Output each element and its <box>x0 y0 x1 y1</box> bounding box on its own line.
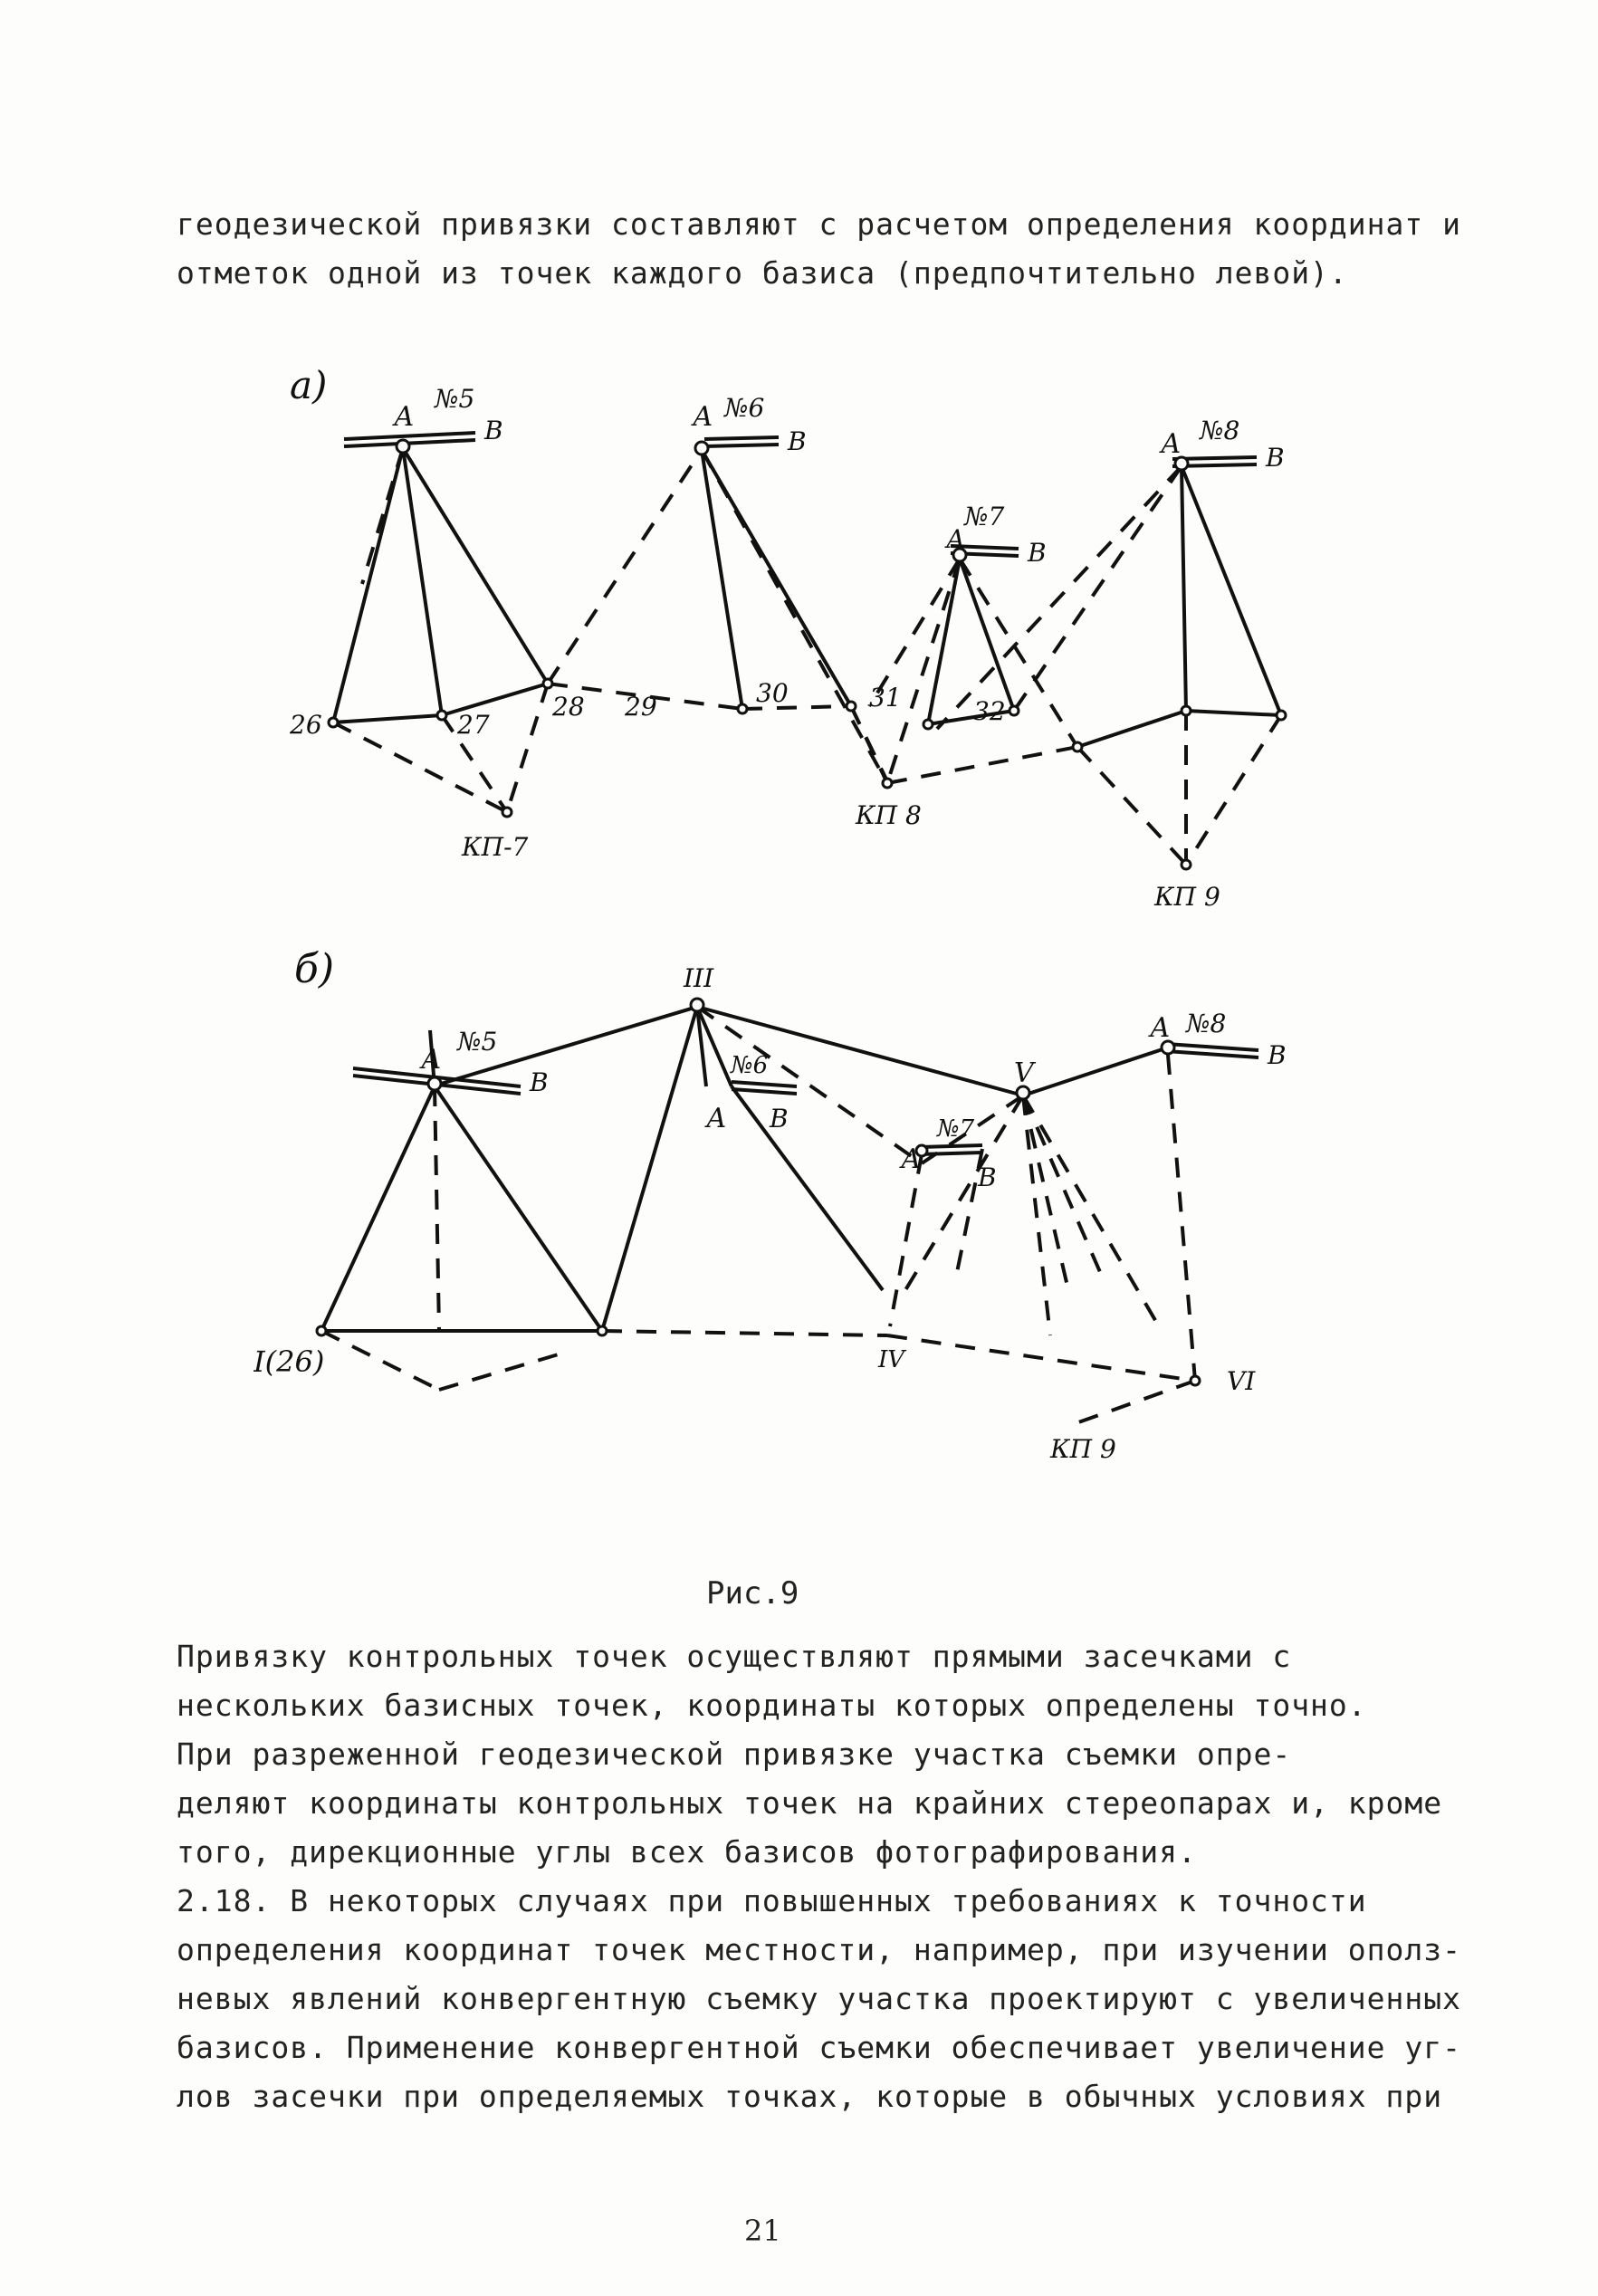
body-line-8: невых явлений конвергентную съемку участка проектируют с увеличенных <box>177 1981 1462 2016</box>
kp-b-label: КП 9 <box>1050 1434 1116 1464</box>
body-line-2: нескольких базисных точек, координаты которых определены точно. <box>177 1688 1367 1723</box>
point-i-label: I(26) <box>254 1344 325 1379</box>
kp7-label: КП-7 <box>462 832 529 862</box>
intro-line-2: отметок одной из точек каждого базиса (предпочтительно левой). <box>177 255 1348 291</box>
kp8-label: КП 8 <box>856 800 922 830</box>
b5-b-label: В <box>530 1067 549 1097</box>
a8-a-label: А <box>1161 428 1182 460</box>
body-line-10: лов засечки при определяемых точках, которые в обычных условиях при <box>177 2079 1443 2114</box>
a7-name-label: №7 <box>964 502 1005 531</box>
page-number: 21 <box>744 2214 781 2248</box>
base-bar-b7 <box>919 1145 982 1154</box>
b8-b-label: В <box>1268 1040 1287 1070</box>
b7-name-label: №7 <box>937 1115 975 1143</box>
body-line-6: 2.18. В некоторых случаях при повышенных требованиях к точности <box>177 1883 1367 1918</box>
b7-b-label: В <box>978 1162 997 1192</box>
base-bar-a6 <box>704 437 779 446</box>
a5-name-label: №5 <box>435 384 475 414</box>
b6-name-label: №6 <box>731 1052 769 1079</box>
point-30-label: 30 <box>756 678 789 708</box>
a5-a-label: А <box>394 401 415 433</box>
b6-a-label: А <box>706 1103 727 1134</box>
point-iii-label: III <box>684 963 714 993</box>
b8-name-label: №8 <box>1186 1009 1227 1038</box>
geodetic-diagram <box>254 349 1340 1498</box>
a7-a-label: А <box>946 524 966 554</box>
base-bar-b6 <box>732 1082 797 1094</box>
a8-b-label: В <box>1266 443 1285 473</box>
point-27-label: 27 <box>457 710 490 740</box>
panel-b-label: б) <box>294 946 335 992</box>
b5-a-label: А <box>421 1044 442 1076</box>
b8-a-label: А <box>1150 1012 1171 1044</box>
panel-a-label: а) <box>290 363 328 407</box>
a8-name-label: №8 <box>1200 416 1240 445</box>
b5-name-label: №5 <box>457 1027 498 1057</box>
point-v-label: V <box>1014 1057 1034 1089</box>
a6-name-label: №6 <box>724 393 765 423</box>
body-line-9: базисов. Применение конвергентной съемки обеспечивает увеличение уг- <box>177 2030 1462 2065</box>
body-line-3: При разреженной геодезической привязке участка съемки опре- <box>177 1736 1292 1772</box>
a5-b-label: В <box>484 416 503 445</box>
figure-9 <box>254 349 1340 1498</box>
b7-a-label: А <box>901 1143 922 1175</box>
figure-caption: Рис.9 <box>706 1575 799 1612</box>
point-26-label: 26 <box>290 710 322 740</box>
intro-line-1: геодезической привязки составляют с расчетом определения координат и <box>177 206 1462 242</box>
point-iv-label: IV <box>878 1346 905 1373</box>
a6-a-label: А <box>693 401 713 433</box>
body-line-5: того, дирекционные углы всех базисов фотографирования. <box>177 1834 1197 1870</box>
body-line-7: определения координат точек местности, например, при изучении ополз- <box>177 1932 1462 1967</box>
kp9-label: КП 9 <box>1154 882 1220 912</box>
body-line-1: Привязку контрольных точек осуществляют прямыми засечками с <box>177 1639 1292 1674</box>
point-vi-label: VI <box>1227 1366 1256 1396</box>
b6-b-label: В <box>770 1104 789 1134</box>
point-29-label: 29 <box>625 692 657 722</box>
point-32-label: 32 <box>973 696 1006 726</box>
point-31-label: 31 <box>869 683 902 713</box>
point-28-label: 28 <box>552 692 585 722</box>
body-line-4: деляют координаты контрольных точек на крайних стереопарах и, кроме <box>177 1785 1443 1821</box>
a7-b-label: В <box>1028 538 1047 568</box>
a6-b-label: В <box>788 426 807 456</box>
base-bar-b8 <box>1166 1044 1258 1057</box>
